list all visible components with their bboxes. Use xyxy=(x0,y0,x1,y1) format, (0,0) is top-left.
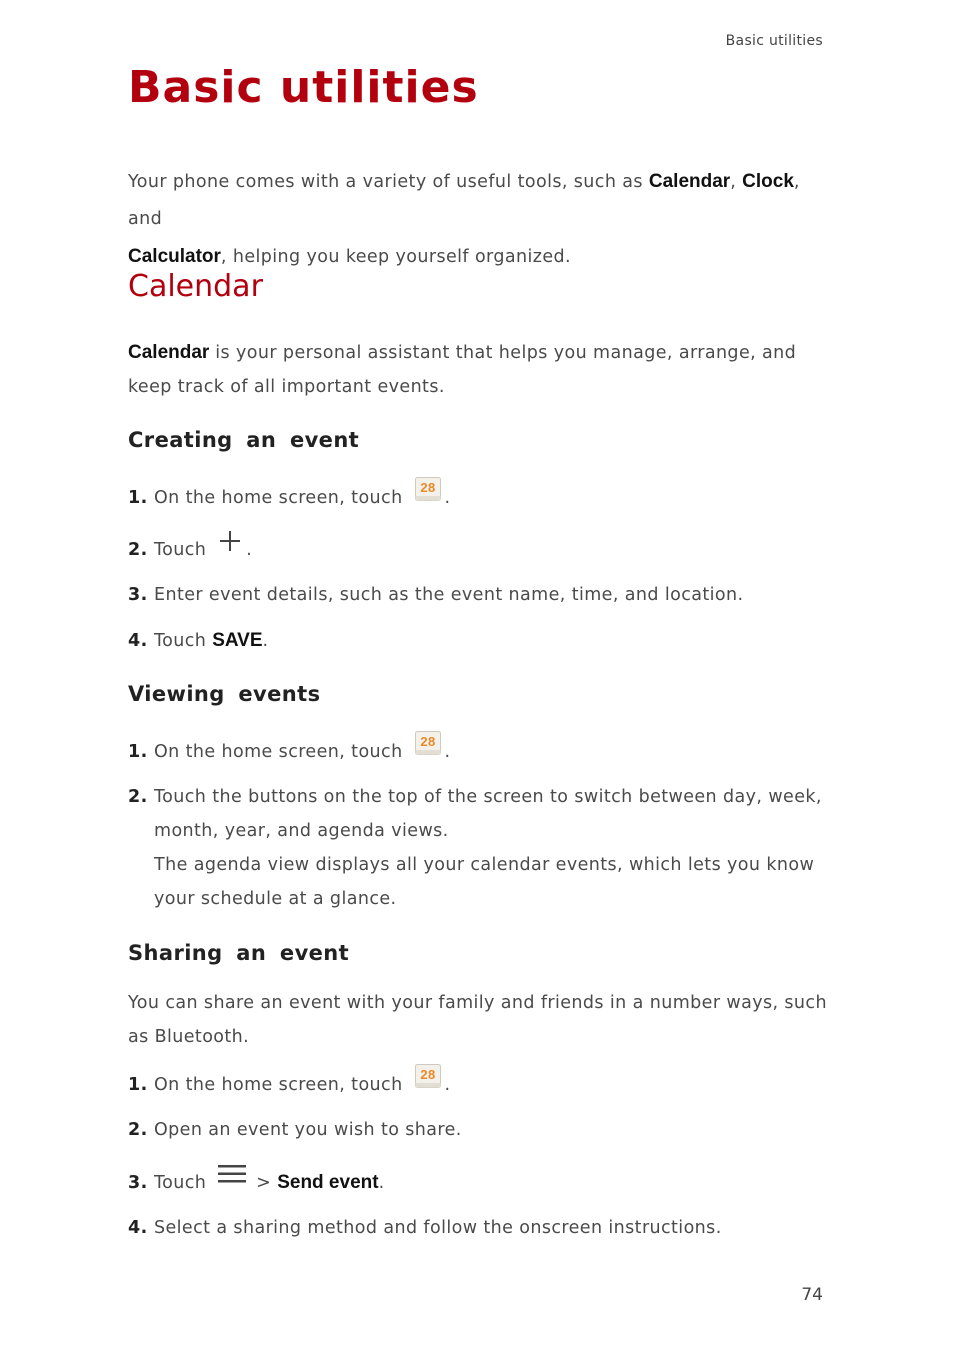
step-text: Open an event you wish to share. xyxy=(154,1120,462,1140)
step-end: . xyxy=(262,631,269,651)
step-number: 1. xyxy=(128,488,148,508)
running-header: Basic utilities xyxy=(725,33,823,49)
step-number: 4. xyxy=(128,631,148,651)
calendar-app-icon-graphic xyxy=(415,731,441,755)
step-text: Select a sharing method and follow the onscreen instructions. xyxy=(154,1218,722,1238)
page-title: Basic utilities xyxy=(128,62,479,113)
intro-text-2: , xyxy=(730,172,743,192)
intro-bold-calculator: Calculator xyxy=(128,246,221,267)
step-number: 2. xyxy=(128,787,148,807)
sharing-step-1 xyxy=(128,1067,828,1103)
step-number: 2. xyxy=(128,540,148,560)
calendar-desc-bold: Calendar xyxy=(128,342,210,363)
step-end: . xyxy=(444,742,451,762)
step-text: Touch the buttons on the top of the screen to switch between day, week, month, year, and agenda views. xyxy=(154,787,822,841)
calendar-app-icon xyxy=(415,734,441,770)
calendar-icon-number: 28 xyxy=(419,1067,436,1082)
step-end: . xyxy=(444,488,451,508)
page-number: 74 xyxy=(801,1285,823,1305)
step-separator: > xyxy=(250,1173,278,1193)
step-number: 3. xyxy=(128,585,148,605)
step-number: 3. xyxy=(128,1173,148,1193)
subsection-viewing-events: Viewing events xyxy=(128,682,321,706)
step-text: Touch xyxy=(154,1173,207,1193)
step-end: . xyxy=(246,540,253,560)
step-end: . xyxy=(378,1173,385,1193)
creating-step-3 xyxy=(128,578,828,612)
plus-icon xyxy=(218,532,242,568)
step-end: . xyxy=(444,1075,451,1095)
step-number: 1. xyxy=(128,742,148,762)
viewing-step-1 xyxy=(128,734,828,770)
intro-paragraph xyxy=(128,163,828,276)
menu-icon xyxy=(218,1166,246,1200)
subsection-creating-event: Creating an event xyxy=(128,428,360,452)
sharing-step-3 xyxy=(128,1166,828,1200)
creating-step-4 xyxy=(128,624,828,658)
intro-text-1: Your phone comes with a variety of useful tools, such as xyxy=(128,172,649,192)
step-text: On the home screen, touch xyxy=(154,1075,403,1095)
calendar-icon-number: 28 xyxy=(419,480,436,495)
intro-bold-clock: Clock xyxy=(742,171,794,192)
step-number: 2. xyxy=(128,1120,148,1140)
step-note: The agenda view displays all your calendar events, which lets you know your schedule at a glance. xyxy=(154,855,815,909)
calendar-app-icon xyxy=(415,1067,441,1103)
step-text: Touch xyxy=(154,631,213,651)
step-text: Enter event details, such as the event name, time, and location. xyxy=(154,585,744,605)
calendar-description xyxy=(128,336,828,404)
calendar-app-icon-graphic xyxy=(415,477,441,501)
sharing-step-4 xyxy=(128,1211,828,1245)
creating-step-1 xyxy=(128,480,828,516)
send-event-label: Send event xyxy=(277,1172,379,1193)
section-title-calendar: Calendar xyxy=(128,269,263,304)
save-label: SAVE xyxy=(212,630,263,651)
sharing-step-2 xyxy=(128,1113,828,1147)
step-text: On the home screen, touch xyxy=(154,742,403,762)
step-text: Touch xyxy=(154,540,207,560)
intro-text-4: , helping you keep yourself organized. xyxy=(220,247,571,267)
step-text: On the home screen, touch xyxy=(154,488,403,508)
subsection-sharing-event: Sharing an event xyxy=(128,941,350,965)
calendar-app-icon xyxy=(415,480,441,516)
calendar-icon-number: 28 xyxy=(419,734,436,749)
intro-bold-calendar: Calendar xyxy=(648,171,731,192)
calendar-desc-text: is your personal assistant that helps you manage, arrange, and keep track of all important events. xyxy=(128,343,797,397)
calendar-app-icon-graphic xyxy=(415,1064,441,1088)
step-number: 4. xyxy=(128,1218,148,1238)
intro-text-3: , and xyxy=(128,172,800,229)
viewing-step-2 xyxy=(128,780,828,916)
creating-step-2 xyxy=(128,532,828,568)
step-number: 1. xyxy=(128,1075,148,1095)
sharing-description: You can share an event with your family and friends in a number ways, such as Bluetooth. xyxy=(128,993,827,1047)
